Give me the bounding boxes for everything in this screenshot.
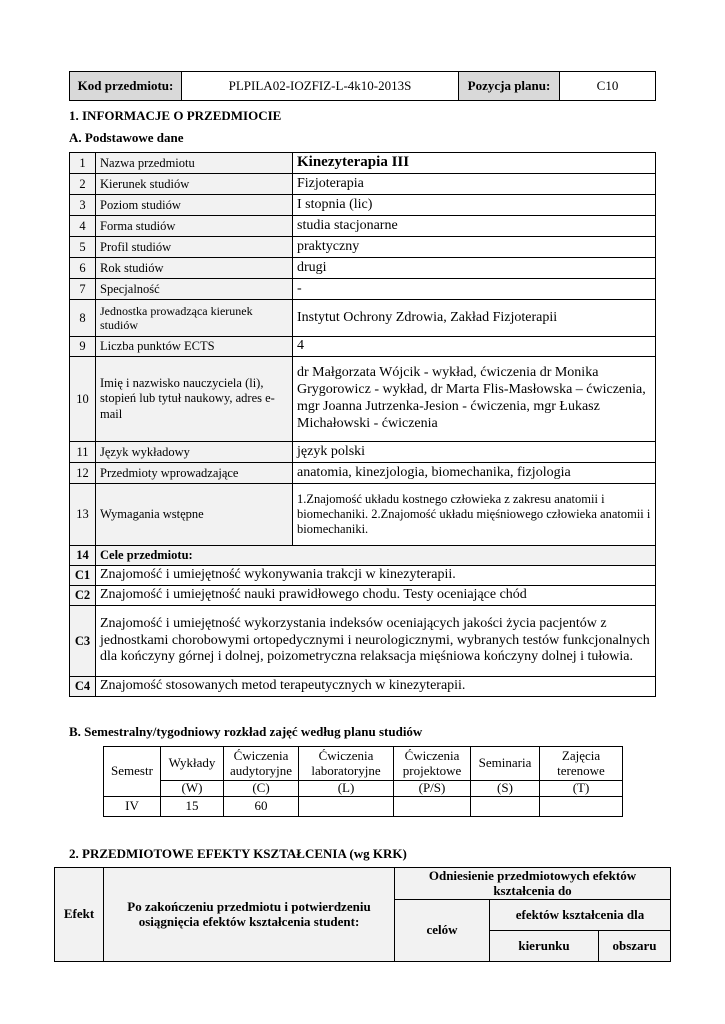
table-row [70, 258, 656, 279]
hours-value [471, 796, 540, 816]
row-value: Fizjoterapia [293, 174, 656, 195]
hours-value [394, 796, 471, 816]
hours-value [299, 796, 394, 816]
column-abbr: (P/S) [394, 781, 471, 797]
row-label: Poziom studiów [96, 195, 293, 216]
table-row [70, 566, 656, 586]
course-name: Kinezyterapia III [293, 153, 656, 174]
section1-title: 1. INFORMACJE O PRZEDMIOCIE [69, 108, 282, 123]
table-row [70, 216, 656, 237]
table-row [70, 586, 656, 606]
row-label: Specjalność [96, 279, 293, 300]
column-header: Ćwiczenia audytoryjne [224, 747, 299, 781]
semester-header: Semestr [104, 747, 161, 797]
column-header: Seminaria [471, 747, 540, 781]
row-number: 9 [70, 337, 96, 357]
row-number: 14 [70, 546, 96, 566]
effects-for-header: efektów kształcenia dla [490, 900, 671, 931]
goal-code: C3 [70, 606, 96, 677]
table-row [70, 174, 656, 195]
column-abbr: (W) [161, 781, 224, 797]
hours-value: 15 [161, 796, 224, 816]
row-value: Instytut Ochrony Zdrowia, Zakład Fizjoterapii [293, 300, 656, 337]
column-header: Zajęcia terenowe [540, 747, 623, 781]
course-code-table [69, 71, 656, 101]
table-row [70, 279, 656, 300]
semester-value: IV [104, 796, 161, 816]
table-row [104, 781, 623, 797]
row-value: anatomia, kinezjologia, biomechanika, fizjologia [293, 463, 656, 484]
row-number: 4 [70, 216, 96, 237]
goal-code: C1 [70, 566, 96, 586]
row-value: studia stacjonarne [293, 216, 656, 237]
table-row [104, 796, 623, 816]
row-value: język polski [293, 442, 656, 463]
column-abbr: (C) [224, 781, 299, 797]
column-header: Wykłady [161, 747, 224, 781]
row-value: praktyczny [293, 237, 656, 258]
goal-text: Znajomość i umiejętność wykorzystania indeksów oceniających jakości życia pacjentów z jednostkami chorobowymi ortopedycznymi i neurologicznymi, wybranych testów funkcjonalnych dla kończyny górnej i dolnej, poizometryczna relaksacja mięśniowa kończyny dolnej i tułowia. [96, 606, 656, 677]
column-abbr: (L) [299, 781, 394, 797]
row-number: 13 [70, 484, 96, 546]
table-row [104, 747, 623, 781]
row-number: 3 [70, 195, 96, 216]
row-label: Profil studiów [96, 237, 293, 258]
table-row [70, 357, 656, 442]
basic-data-table [69, 152, 656, 697]
sectionB-title: B. Semestralny/tygodniowy rozkład zajęć według planu studiów [69, 724, 423, 739]
goal-text: Znajomość i umiejętność nauki prawidłowego chodu. Testy oceniające chód [96, 586, 656, 606]
teachers-list: dr Małgorzata Wójcik - wykład, ćwiczenia dr Monika Grygorowicz - wykład, dr Marta Flis-Masłowska – ćwiczenia, mgr Joanna Jutrzenka-Jesion - ćwiczenia, mgr Łukasz Michałowski - ćwiczenia [293, 357, 656, 442]
goal-text: Znajomość i umiejętność wykonywania trakcji w kinezyterapii. [96, 566, 656, 586]
table-row [70, 195, 656, 216]
learning-outcomes-table [54, 867, 671, 962]
row-number: 10 [70, 357, 96, 442]
row-label: Język wykładowy [96, 442, 293, 463]
hours-value [540, 796, 623, 816]
row-number: 6 [70, 258, 96, 279]
row-number: 11 [70, 442, 96, 463]
table-row [70, 606, 656, 677]
table-row [70, 300, 656, 337]
row-number: 7 [70, 279, 96, 300]
goal-text: Znajomość stosowanych metod terapeutycznych w kinezyterapii. [96, 677, 656, 697]
column-abbr: (T) [540, 781, 623, 797]
plan-position-label: Pozycja planu: [459, 72, 560, 101]
goals-ref-header: celów [395, 900, 490, 962]
goal-code: C4 [70, 677, 96, 697]
table-row [70, 153, 656, 174]
major-header: kierunku [490, 931, 599, 962]
table-row [70, 677, 656, 697]
prerequisites: 1.Znajomość układu kostnego człowieka z zakresu anatomii i biomechaniki. 2.Znajomość układu mięśniowego człowieka anatomii i biomechaniki. [293, 484, 656, 546]
table-row [70, 237, 656, 258]
row-label: Nazwa przedmiotu [96, 153, 293, 174]
row-number: 8 [70, 300, 96, 337]
row-label: Rok studiów [96, 258, 293, 279]
reference-header: Odniesienie przedmiotowych efektów kształcenia do [395, 868, 671, 900]
row-value: 4 [293, 337, 656, 357]
row-label: Imię i nazwisko nauczyciela (li), stopień lub tytuł naukowy, adres e-mail [96, 357, 293, 442]
table-row [70, 546, 656, 566]
row-value: I stopnia (lic) [293, 195, 656, 216]
course-code-value: PLPILA02-IOZFIZ-L-4k10-2013S [182, 72, 459, 101]
table-row [70, 442, 656, 463]
course-code-label: Kod przedmiotu: [70, 72, 182, 101]
row-number: 1 [70, 153, 96, 174]
row-label: Liczba punktów ECTS [96, 337, 293, 357]
row-label: Przedmioty wprowadzające [96, 463, 293, 484]
hours-value: 60 [224, 796, 299, 816]
table-row [70, 337, 656, 357]
plan-position-value: C10 [560, 72, 656, 101]
row-value: - [293, 279, 656, 300]
row-label: Kierunek studiów [96, 174, 293, 195]
row-label: Wymagania wstępne [96, 484, 293, 546]
schedule-table [103, 746, 623, 817]
row-label: Jednostka prowadząca kierunek studiów [96, 300, 293, 337]
outcome-header: Po zakończeniu przedmiotu i potwierdzeniu osiągnięcia efektów kształcenia student: [104, 868, 395, 962]
goals-header: Cele przedmiotu: [96, 546, 656, 566]
row-label: Forma studiów [96, 216, 293, 237]
row-value: drugi [293, 258, 656, 279]
row-number: 2 [70, 174, 96, 195]
row-number: 12 [70, 463, 96, 484]
table-row [55, 868, 671, 900]
row-number: 5 [70, 237, 96, 258]
column-header: Ćwiczenia projektowe [394, 747, 471, 781]
effect-header: Efekt [55, 868, 104, 962]
goal-code: C2 [70, 586, 96, 606]
table-row [70, 484, 656, 546]
area-header: obszaru [599, 931, 671, 962]
table-row [70, 463, 656, 484]
sectionA-title: A. Podstawowe dane [69, 130, 184, 145]
section2-title: 2. PRZEDMIOTOWE EFEKTY KSZTAŁCENIA (wg KRK) [69, 846, 407, 861]
column-header: Ćwiczenia laboratoryjne [299, 747, 394, 781]
column-abbr: (S) [471, 781, 540, 797]
